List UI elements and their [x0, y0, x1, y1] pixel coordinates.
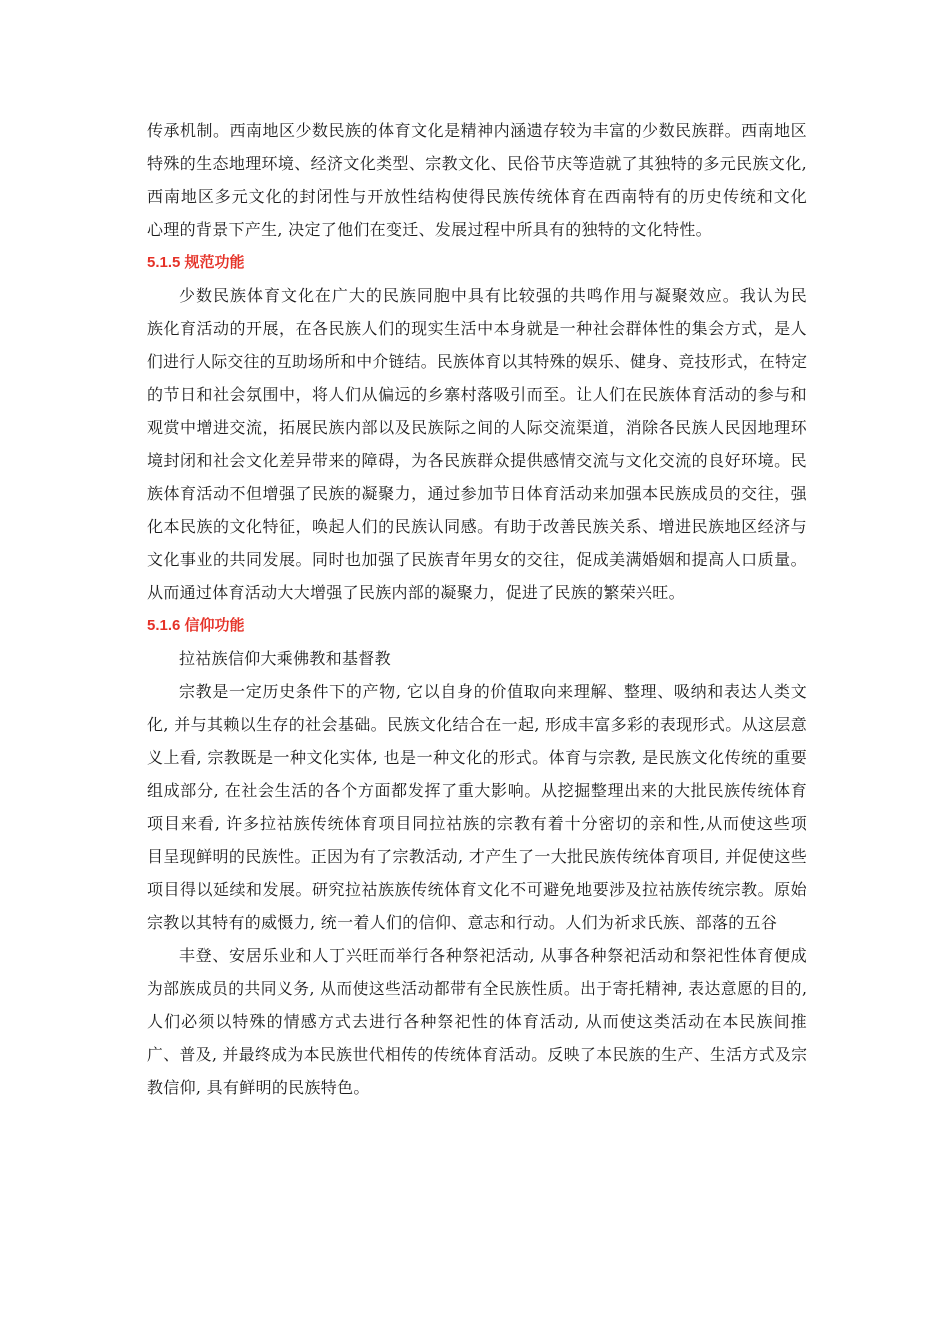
text-line: 观赏中增进交流，拓展民族内部以及民族际之间的人际交流渠道，消除各民族人民因地理环 [147, 418, 807, 437]
text-line: 广、普及, 并最终成为本民族世代相传的传统体育活动。反映了本民族的生产、生活方式及宗 [147, 1045, 807, 1064]
text-line: 宗教是一定历史条件下的产物, 它以自身的价值取向来理解、整理、吸纳和表达人类文 [179, 682, 807, 701]
section-heading-5-1-6: 5.1.6 信仰功能 [147, 617, 245, 634]
text-line: 族体育活动不但增强了民族的凝聚力，通过参加节日体育活动来加强本民族成员的交往，强 [147, 484, 807, 503]
document-page [147, 114, 807, 1104]
text-line: 境封闭和社会文化差异带来的障碍，为各民族群众提供感情交流与文化交流的良好环境。民 [147, 451, 807, 470]
text-line: 宗教以其特有的威慑力, 统一着人们的信仰、意志和行动。人们为祈求氏族、部落的五谷 [147, 913, 778, 932]
text-line: 西南地区多元文化的封闭性与开放性结构使得民族传统体育在西南特有的历史传统和文化 [147, 187, 807, 206]
text-line: 丰登、安居乐业和人丁兴旺而举行各种祭祀活动, 从事各种祭祀活动和祭祀性体育便成 [179, 946, 807, 965]
belief-function-paragraph-2 [147, 939, 807, 1104]
text-line: 心理的背景下产生, 决定了他们在变迁、发展过程中所具有的独特的文化特性。 [147, 220, 712, 239]
text-line: 目呈现鲜明的民族性。正因为有了宗教活动, 才产生了一大批民族传统体育项目, 并促使这些 [147, 847, 807, 866]
text-line: 少数民族体育文化在广大的民族同胞中具有比较强的共鸣作用与凝聚效应。我认为民 [179, 286, 807, 305]
text-line: 文化事业的共同发展。同时也加强了民族青年男女的交往，促成美满婚姻和提高人口质量。 [147, 550, 807, 569]
text-line: 人们必须以特殊的情感方式去进行各种祭祀性的体育活动, 从而使这类活动在本民族间推 [147, 1012, 807, 1031]
text-line: 义上看, 宗教既是一种文化实体, 也是一种文化的形式。体育与宗教, 是民族文化传统的重要 [147, 748, 807, 767]
text-line: 族化育活动的开展，在各民族人们的现实生活中本身就是一种社会群体性的集会方式，是人 [147, 319, 807, 338]
text-line: 为部族成员的共同义务, 从而使这些活动都带有全民族性质。出于寄托精神, 表达意愿的目的, [147, 979, 807, 998]
text-line: 项目来看, 许多拉祜族传统体育项目同拉祜族的宗教有着十分密切的亲和性,从而使这些项 [147, 814, 807, 833]
text-line: 的节日和社会氛围中，将人们从偏远的乡寨村落吸引而至。让人们在民族体育活动的参与和 [147, 385, 807, 404]
text-line: 化, 并与其赖以生存的社会基础。民族文化结合在一起, 形成丰富多彩的表现形式。从这层意 [147, 715, 807, 734]
section-subtitle: 拉祜族信仰大乘佛教和基督教 [179, 649, 391, 668]
section-heading-5-1-5: 5.1.5 规范功能 [147, 254, 245, 271]
text-line: 传承机制。西南地区少数民族的体育文化是精神内涵遗存较为丰富的少数民族群。西南地区 [147, 121, 807, 140]
text-line: 组成部分, 在社会生活的各个方面都发挥了重大影响。从挖掘整理出来的大批民族传统体育 [147, 781, 807, 800]
norm-function-paragraph [147, 279, 807, 609]
text-line: 特殊的生态地理环境、经济文化类型、宗教文化、民俗节庆等造就了其独特的多元民族文化, [147, 154, 807, 173]
text-line: 教信仰, 具有鲜明的民族特色。 [147, 1078, 370, 1097]
text-line: 化本民族的文化特征，唤起人们的民族认同感。有助于改善民族关系、增进民族地区经济与 [147, 517, 807, 536]
text-line: 从而通过体育活动大大增强了民族内部的凝聚力，促进了民族的繁荣兴旺。 [147, 583, 685, 602]
text-line: 项目得以延续和发展。研究拉祜族族传统体育文化不可避免地要涉及拉祜族传统宗教。原始 [147, 880, 807, 899]
intro-paragraph [147, 114, 807, 246]
belief-function-paragraph-1 [147, 675, 807, 939]
text-line: 们进行人际交往的互助场所和中介链结。民族体育以其特殊的娱乐、健身、竞技形式，在特定 [147, 352, 807, 371]
